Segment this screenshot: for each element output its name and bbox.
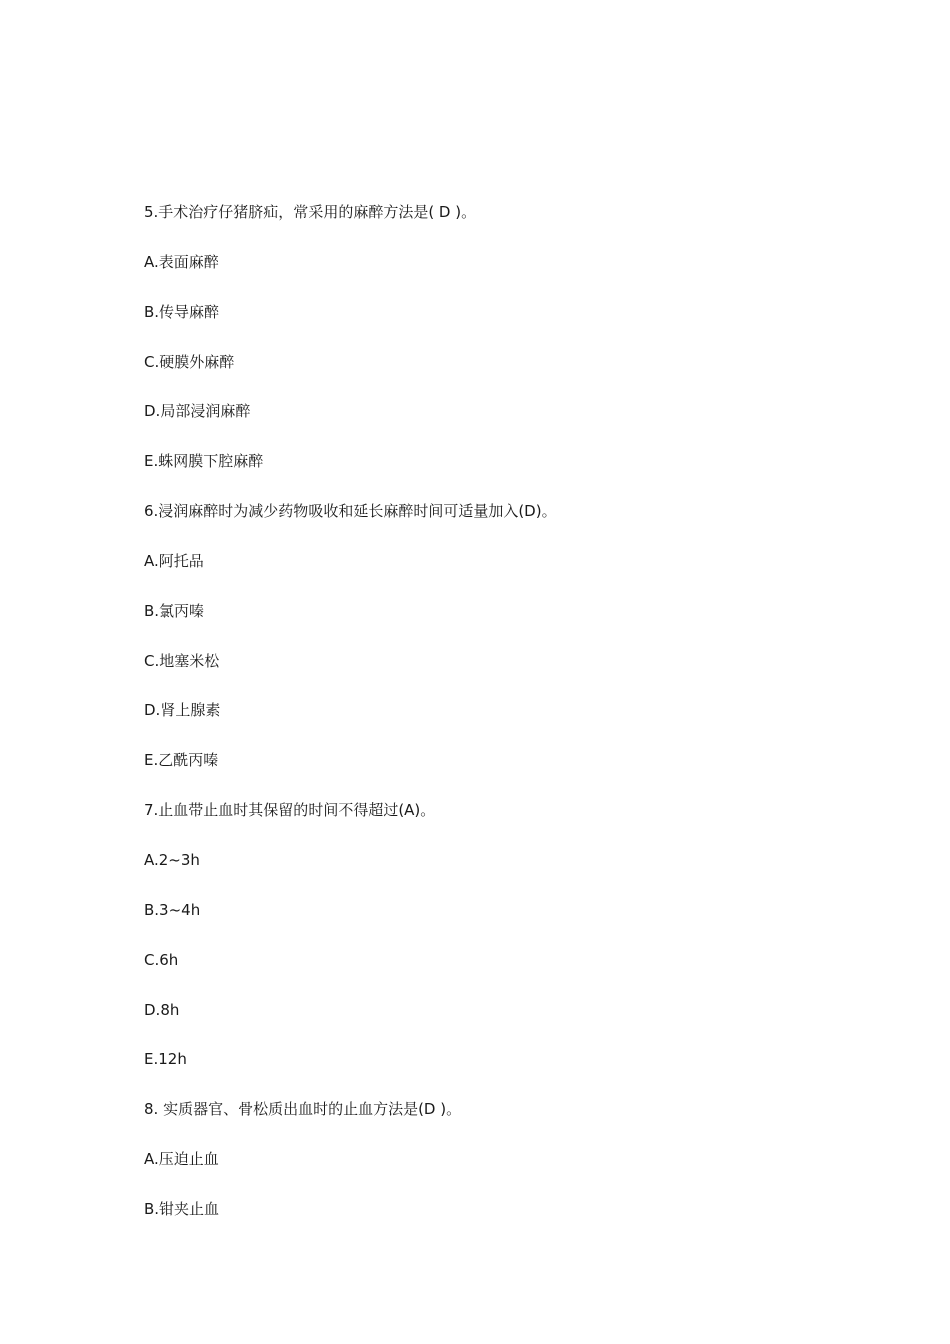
question-5-option-a: A.表面麻醉 bbox=[144, 252, 219, 271]
question-6-option-b: B.氯丙嗪 bbox=[144, 601, 205, 620]
question-5-option-d: D.局部浸润麻醉 bbox=[144, 402, 251, 421]
question-6-option-d: D.肾上腺素 bbox=[144, 701, 221, 720]
question-8-option-a: A.压迫止血 bbox=[144, 1150, 219, 1169]
question-6-option-a: A.阿托品 bbox=[144, 551, 204, 570]
question-7-option-d: D.8h bbox=[144, 1000, 180, 1019]
question-7-stem: 7.止血带止血时其保留的时间不得超过(A)。 bbox=[144, 801, 436, 820]
question-8-stem: 8. 实质器官、骨松质出血时的止血方法是(D )。 bbox=[144, 1100, 462, 1119]
question-7-option-b: B.3~4h bbox=[144, 900, 201, 919]
question-7-option-a: A.2~3h bbox=[144, 850, 200, 869]
question-5-option-c: C.硬膜外麻醉 bbox=[144, 352, 235, 371]
question-7-option-c: C.6h bbox=[144, 950, 179, 969]
question-5-stem: 5.手术治疗仔猪脐疝，常采用的麻醉方法是( D )。 bbox=[144, 203, 477, 221]
question-6-stem: 6.浸润麻醉时为减少药物吸收和延长麻醉时间可适量加入(D)。 bbox=[144, 502, 557, 521]
question-5-option-b: B.传导麻醉 bbox=[144, 302, 220, 321]
question-6-option-e: E.乙酰丙嗪 bbox=[144, 751, 219, 770]
question-7-option-e: E.12h bbox=[144, 1050, 187, 1069]
question-5-option-e: E.蛛网膜下腔麻醉 bbox=[144, 452, 264, 471]
question-6-option-c: C.地塞米松 bbox=[144, 651, 220, 670]
question-list bbox=[144, 198, 844, 1245]
question-8-option-b: B.钳夹止血 bbox=[144, 1199, 220, 1218]
